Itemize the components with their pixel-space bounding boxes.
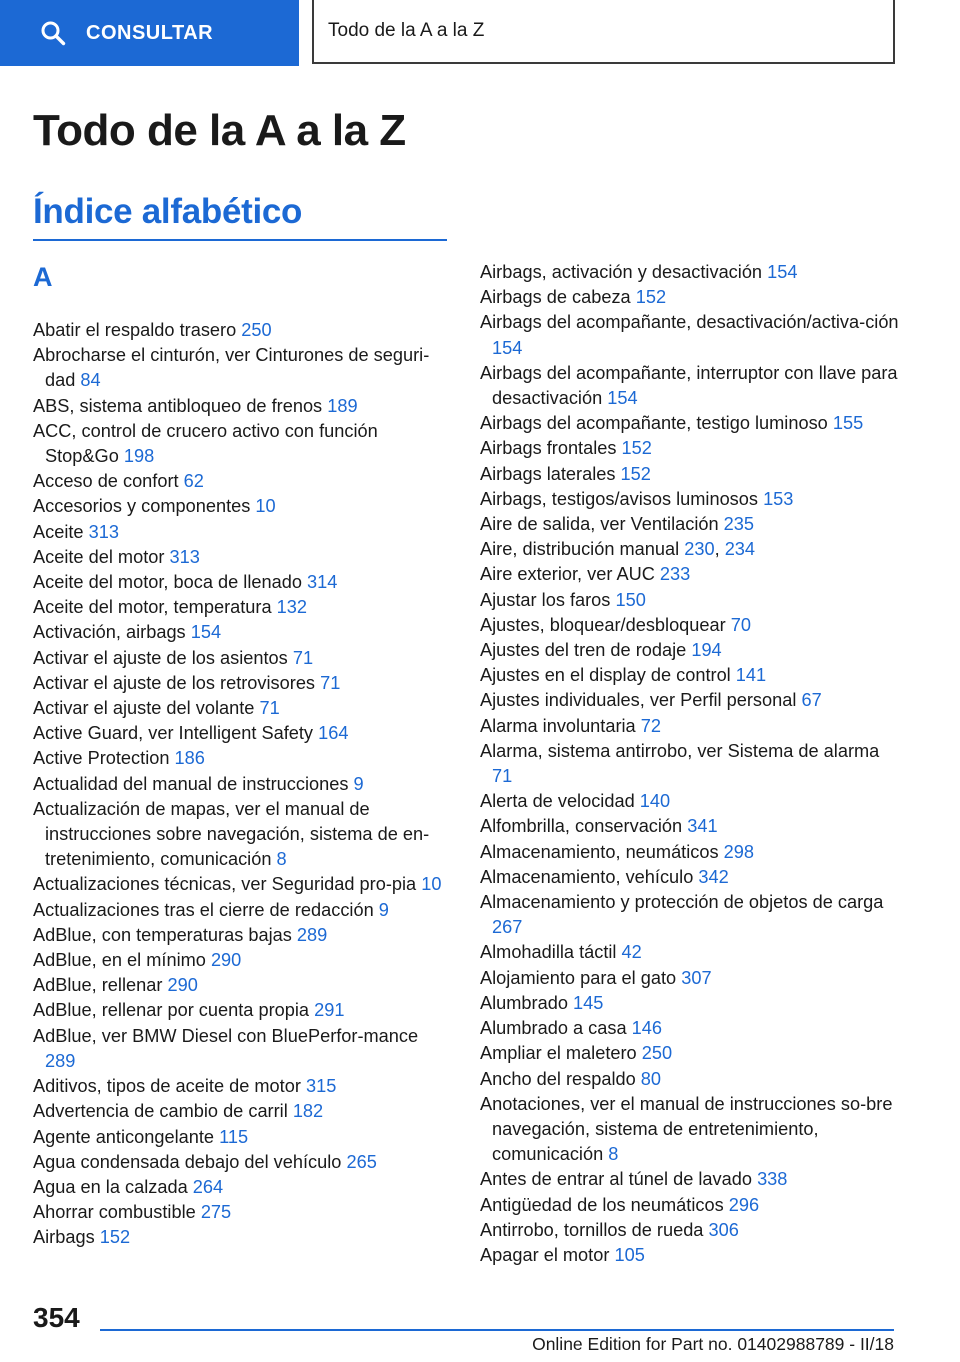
index-entry [480,285,900,310]
index-entry-text: Alumbrado [480,992,568,1013]
page-link[interactable]: 132 [276,597,307,618]
index-entry [480,462,900,487]
page-link[interactable]: 146 [631,1018,663,1039]
index-entry [480,940,900,965]
page-link[interactable]: 264 [192,1176,224,1197]
index-entry [480,1218,900,1243]
index-entry-text: Agua condensada debajo del vehículo [33,1151,342,1172]
index-entry [480,1243,900,1268]
index-entry [480,840,900,865]
index-entry-text: Airbags, activación y desactivación [480,262,763,282]
index-entry-text: ABS, sistema antibloqueo de frenos [33,395,323,416]
index-entry [33,746,453,771]
page-link[interactable]: 182 [292,1101,324,1122]
page-link[interactable]: 80 [640,1068,662,1089]
index-entry [480,512,900,537]
index-entry [480,789,900,814]
page-link[interactable]: 71 [320,672,341,693]
index-entry-text: ACC, control de crucero activo con función Stop&Go [33,420,378,467]
page-link[interactable]: 71 [292,647,314,668]
index-entry [33,570,453,595]
page-link[interactable]: 9 [353,773,364,794]
page-link[interactable]: 153 [763,488,794,509]
page-link[interactable]: 313 [169,546,200,567]
index-entry [480,865,900,890]
index-entry [480,260,900,285]
index-entry [33,394,453,419]
index-entry [33,1125,453,1150]
page-link[interactable]: 115 [219,1126,249,1147]
page-link[interactable]: 289 [45,1050,76,1071]
page-link[interactable]: 313 [88,521,119,542]
index-entry-text: AdBlue, con temperaturas bajas [33,924,292,945]
index-entry-text: Antigüedad de los neumáticos [480,1194,724,1215]
page-link[interactable]: 235 [723,514,755,535]
index-entry-text: Anotaciones, ver el manual de instrucciones so‐bre navegación, sistema de entretenimiento, comunicación [480,1093,893,1165]
index-entry-text: Activar el ajuste del volante [33,698,255,719]
index-entry-text: Aceite [33,521,84,542]
page-link[interactable]: 194 [691,640,722,661]
index-entry-text: Airbags del acompañante, interruptor con llave para desactivación [480,362,898,409]
page-link[interactable]: 267 [492,917,523,938]
index-entry [33,646,453,671]
page-link[interactable]: 154 [492,337,523,358]
page-number: 354 [33,1302,80,1333]
index-entry-text: Aceite del motor, temperatura [33,597,272,618]
page-link[interactable]: 275 [200,1202,232,1223]
page-link[interactable]: 72 [640,715,661,736]
index-entry [480,688,900,713]
index-entry-text: AdBlue, en el mínimo [33,950,206,971]
index-entry [33,721,453,746]
page-link[interactable]: 306 [708,1219,739,1240]
index-entry [480,562,900,587]
index-entry-text: Active Guard, ver Intelligent Safety [33,723,314,744]
index-entry-text: Almacenamiento y protección de objetos de carga [480,892,884,913]
page-link[interactable]: 230 [684,539,715,560]
index-list-right [480,260,900,1268]
index-entry-text: Airbags del acompañante, testigo luminoso [480,413,828,434]
index-entry-text: Abrocharse el cinturón, ver Cinturones de seguri‐dad [33,345,430,391]
index-entry [33,998,453,1023]
index-entry [33,1099,453,1124]
index-entry-text: Advertencia de cambio de carril [33,1101,288,1122]
index-entry-text: Airbags del acompañante, desactivación/activa‐ción [480,312,899,333]
page-link[interactable]: 186 [174,748,205,769]
section-title: Índice alfabético [33,192,303,231]
footer-divider [100,1329,894,1331]
index-entry-text: Actualización de mapas, ver el manual de instrucciones sobre navegación, sistema de en‐tretenimiento, comunicación [33,798,430,870]
index-entry [480,966,900,991]
index-entry-text: AdBlue, rellenar por cuenta propia [33,1000,310,1021]
page-link[interactable]: 233 [659,564,691,585]
index-entry-text: Active Protection [33,748,170,769]
page-link[interactable]: 152 [635,287,667,308]
index-entry-text: Alarma, sistema antirrobo, ver Sistema de alarma [480,740,880,761]
page-link[interactable]: 8 [608,1144,619,1165]
index-entry [33,1150,453,1175]
page-link[interactable]: 150 [615,589,646,610]
index-entry [480,638,900,663]
index-entry [33,419,453,469]
index-entry [480,310,900,360]
index-entry-text: Ancho del respaldo [480,1068,636,1089]
index-entry-text: Aire exterior, ver AUC [480,564,655,585]
index-entry-text: Activación, airbags [33,622,186,643]
index-entry [33,520,453,545]
index-entry-text: Abatir el respaldo trasero [33,320,237,340]
index-entry-text: Acceso de confort [33,471,179,492]
index-entry-text: Agente anticongelante [33,1126,215,1147]
section-divider [33,239,447,241]
page-link[interactable]: 70 [730,614,751,635]
index-entry-text: Alerta de velocidad [480,791,635,812]
page-link[interactable]: 296 [728,1194,760,1215]
index-entry [480,1067,900,1092]
page-link[interactable]: 10 [255,496,276,517]
index-entry-text: Airbags de cabeza [480,287,631,308]
letter-heading: A [33,262,53,292]
page-link[interactable]: 298 [723,841,754,862]
page-link[interactable]: 67 [801,690,822,711]
index-entry [33,772,453,797]
index-entry-text: Antirrobo, tornillos de rueda [480,1219,704,1240]
page-link[interactable]: 307 [681,967,712,988]
index-entry [480,411,900,436]
page-link[interactable]: 341 [687,816,718,837]
page-link[interactable]: 71 [492,766,513,787]
index-entry [480,487,900,512]
index-entry [480,1167,900,1192]
page-link[interactable]: 154 [607,388,638,409]
page-link[interactable]: 290 [210,950,242,971]
index-entry [33,545,453,570]
index-entry [33,469,453,494]
index-entry [33,1175,453,1200]
page-link[interactable]: 145 [573,992,604,1013]
index-entry [33,797,453,873]
page-link[interactable]: 71 [259,698,280,719]
index-entry [33,671,453,696]
index-entry-text: Actualizaciones técnicas, ver Seguridad pro‐pia [33,874,417,895]
page-link[interactable]: 140 [639,791,671,812]
index-entry-text: Airbags laterales [480,463,616,484]
index-entry-text: Almohadilla táctil [480,942,617,963]
page-link[interactable]: 152 [621,438,652,459]
index-entry-text: Ajustes del tren de rodaje [480,640,687,661]
index-entry [33,923,453,948]
page-link[interactable]: 189 [327,395,358,416]
index-entry-text: Aceite del motor, boca de llenado [33,572,302,593]
page-link[interactable]: 315 [305,1076,337,1097]
page-link[interactable]: 234 [724,539,756,560]
index-column-right [480,260,900,1268]
page-link[interactable]: 290 [167,975,198,996]
page-link[interactable]: 10 [421,874,442,895]
breadcrumb[interactable]: Todo de la A a la Z [312,0,895,64]
page-link[interactable]: 152 [620,463,651,484]
index-entry-text: Ajustes, bloquear/desbloquear [480,614,726,635]
index-entry [33,872,453,897]
page-link[interactable]: 342 [698,866,729,887]
index-entry-text: Actualidad del manual de instrucciones [33,773,349,794]
index-entry-text: Antes de entrar al túnel de lavado [480,1169,752,1190]
search-icon [40,20,66,46]
page-link[interactable]: 198 [123,446,155,467]
index-entry-text: Ajustar los faros [480,589,611,610]
page-link[interactable]: 141 [735,665,767,686]
index-entry [480,1193,900,1218]
index-entry-text: Aire de salida, ver Ventilación [480,514,719,535]
index-entry-text: Ahorrar combustible [33,1202,196,1223]
index-entry [480,1016,900,1041]
page-link[interactable]: 154 [767,262,798,282]
index-entry [33,318,453,343]
page-link[interactable]: 338 [757,1169,788,1190]
index-entry [480,436,900,461]
index-entry-text: Aceite del motor [33,546,165,567]
index-entry [480,613,900,638]
index-entry: Aire, distribución manual 230, 234 [480,539,756,560]
page-link[interactable]: 105 [614,1244,645,1265]
page-link[interactable]: 291 [314,1000,345,1021]
index-list-left [33,318,453,1251]
index-entry [480,714,900,739]
index-entry [33,595,453,620]
page-link[interactable]: 152 [99,1227,131,1248]
index-entry [33,343,453,393]
index-entry [33,973,453,998]
index-entry [33,1200,453,1225]
index-entry-text: Airbags, testigos/avisos luminosos [480,488,758,509]
index-entry-text: Ajustes individuales, ver Perfil personal [480,690,797,711]
index-entry-text: Almacenamiento, vehículo [480,866,694,887]
index-entry [33,1024,453,1074]
index-entry-text: Apagar el motor [480,1244,610,1265]
page-link[interactable]: 250 [241,320,272,340]
footer-text: Online Edition for Part no. 01402988789 - II/18 [532,1334,894,1354]
index-entry [33,620,453,645]
index-entry [480,1041,900,1066]
index-entry-text: Accesorios y componentes [33,496,251,517]
index-entry-text: Actualizaciones tras el cierre de redacción [33,899,374,920]
page-link[interactable]: 84 [80,370,101,391]
index-entry-text: Alumbrado a casa [480,1018,627,1039]
page-title: Todo de la A a la Z [33,106,406,155]
index-entry-text: Alojamiento para el gato [480,967,677,988]
index-entry [480,739,900,789]
index-entry-text: Agua en la calzada [33,1176,188,1197]
index-entry [33,898,453,923]
page-link[interactable]: 62 [183,471,204,492]
index-entry-text: Aditivos, tipos de aceite de motor [33,1076,301,1097]
index-entry-text: AdBlue, ver BMW Diesel con BluePerfor‐mance [33,1025,419,1046]
page-link[interactable]: 250 [641,1043,673,1064]
page-link[interactable]: 289 [296,924,328,945]
index-entry [480,814,900,839]
page-link[interactable]: 164 [318,723,349,744]
consult-button[interactable] [0,0,299,66]
index-entry-text: AdBlue, rellenar [33,975,163,996]
index-entry [480,991,900,1016]
page-link[interactable]: 154 [190,622,222,643]
index-entry [480,890,900,940]
page-link[interactable]: 42 [621,942,642,963]
index-entry-text: Almacenamiento, neumáticos [480,841,719,862]
page-link[interactable]: 8 [276,849,287,870]
index-entry-text: Alarma involuntaria [480,715,636,736]
page-link[interactable]: 265 [346,1151,377,1172]
index-entry [33,494,453,519]
index-entry-text: Activar el ajuste de los asientos [33,647,288,668]
index-entry [480,588,900,613]
index-column-left [33,258,453,1251]
page-link[interactable]: 314 [307,572,338,593]
index-entry-text: Alfombrilla, conservación [480,816,683,837]
index-entry-text: Airbags [33,1227,95,1248]
index-entry-text: Activar el ajuste de los retrovisores [33,672,316,693]
index-entry [33,696,453,721]
index-entry-text: Ajustes en el display de control [480,665,731,686]
index-entry-text: Aire, distribución manual [480,539,680,560]
page-link[interactable]: 9 [378,899,389,920]
index-entry [480,1092,900,1168]
index-entry [480,663,900,688]
index-entry [480,361,900,411]
index-entry-text: Airbags frontales [480,438,617,459]
index-entry-text: Ampliar el maletero [480,1043,637,1064]
index-entry [33,948,453,973]
consult-label: CONSULTAR [86,21,214,44]
top-bar [0,0,960,66]
index-entry [33,1225,453,1250]
index-entry [33,1074,453,1099]
page-link[interactable]: 155 [832,413,864,434]
